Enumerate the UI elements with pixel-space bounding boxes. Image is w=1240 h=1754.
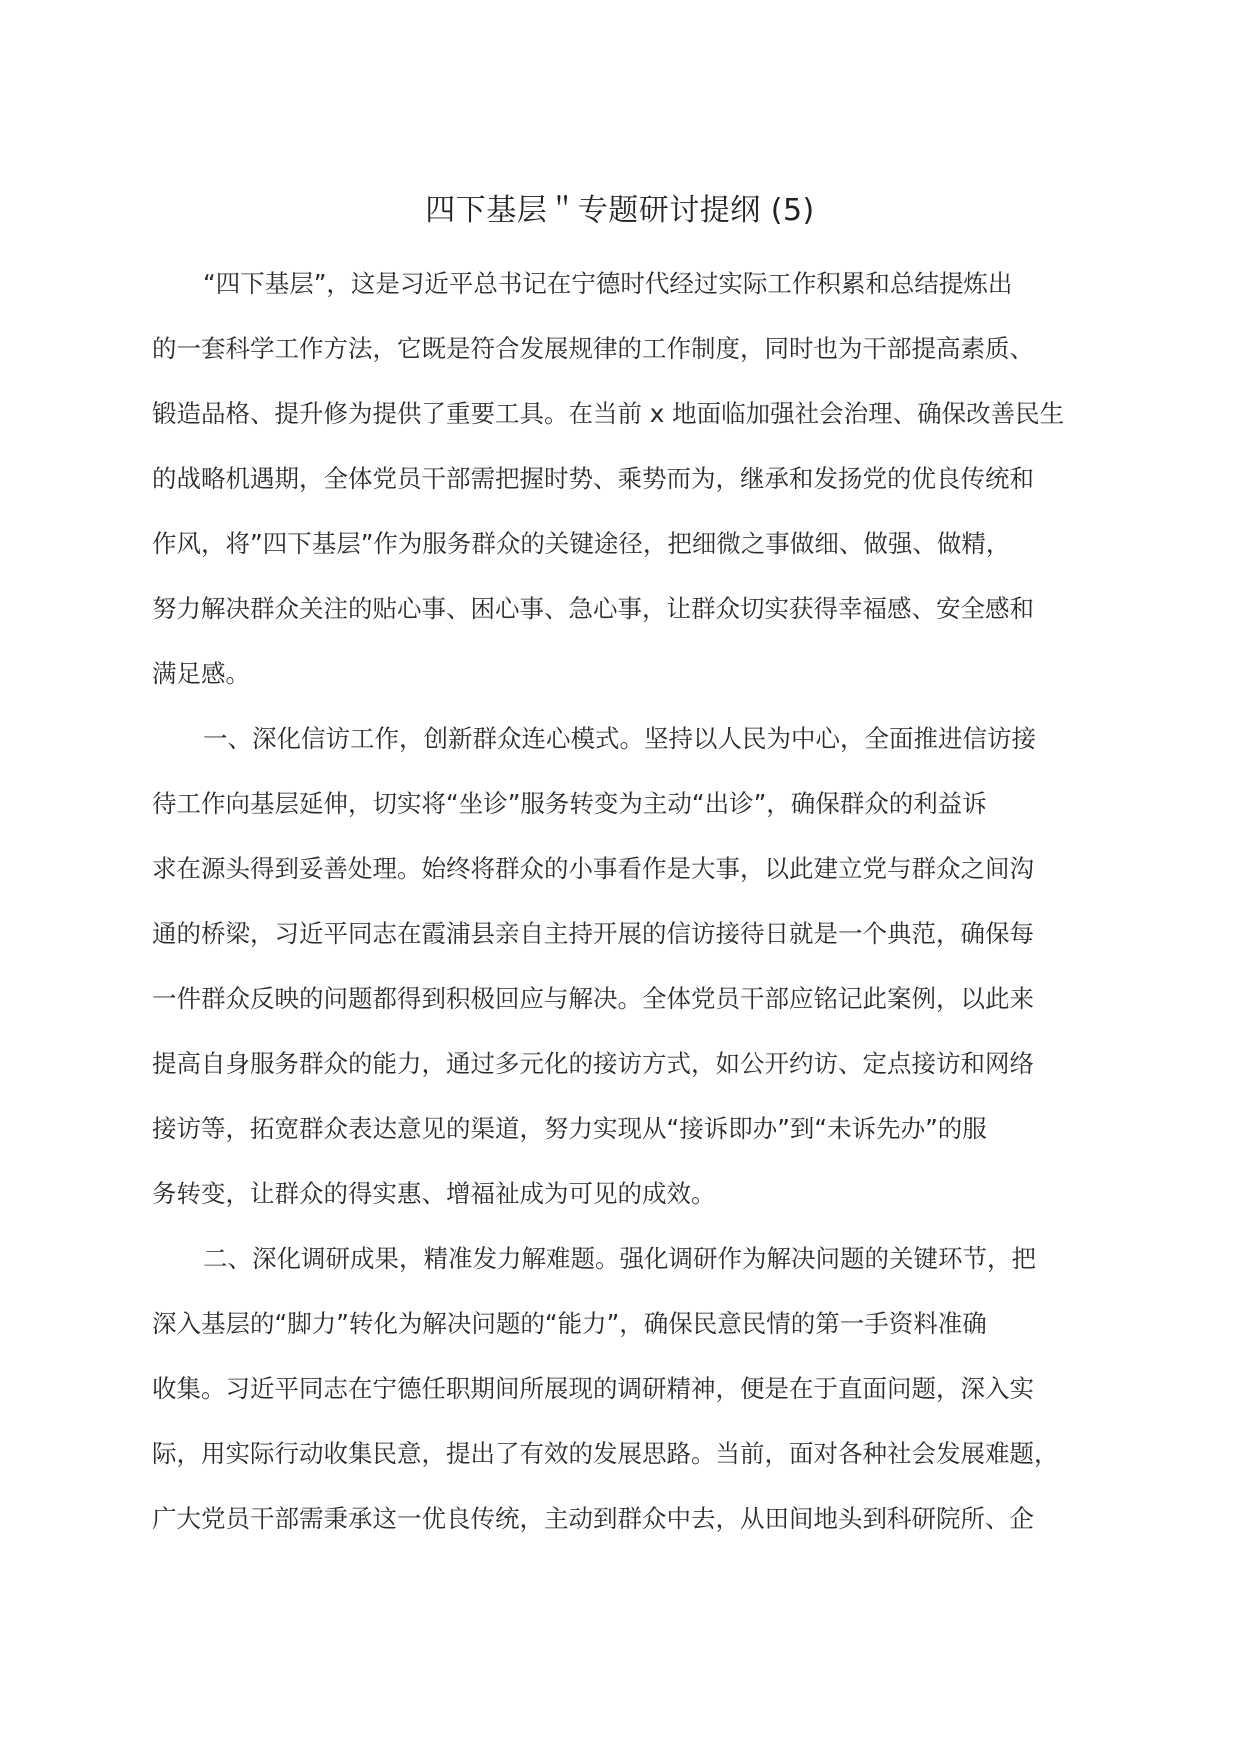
paragraph-line: 提高自身服务群众的能力，通过多元化的接访方式，如公开约访、定点接访和网络: [152, 1049, 1034, 1078]
document-body: [152, 251, 1087, 1551]
paragraph-line: 一、深化信访工作，创新群众连心模式。坚持以人民为中心，全面推进信访接: [203, 724, 1036, 753]
paragraph-line: 满足感。: [152, 659, 250, 688]
paragraph-line: 广大党员干部需秉承这一优良传统，主动到群众中去，从田间地头到科研院所、企: [152, 1504, 1034, 1533]
paragraph-line: 接访等，拓宽群众表达意见的渠道，努力实现从“接诉即办”到“未诉先办”的服: [152, 1114, 987, 1143]
paragraph-line: 的一套科学工作方法，它既是符合发展规律的工作制度，同时也为干部提高素质、: [152, 334, 1034, 363]
paragraph-line: 通的桥梁，习近平同志在霞浦县亲自主持开展的信访接待日就是一个典范，确保每: [152, 919, 1034, 948]
paragraph-line: 收集。习近平同志在宁德任职期间所展现的调研精神，便是在于直面问题，深入实: [152, 1374, 1034, 1403]
paragraph-line: 深入基层的“脚力”转化为解决问题的“能力”，确保民意民情的第一手资料准确: [152, 1309, 987, 1338]
paragraph-line: 一件群众反映的问题都得到积极回应与解决。全体党员干部应铭记此案例，以此来: [152, 984, 1034, 1013]
paragraph-line: 作风，将”四下基层”作为服务群众的关键途径，把细微之事做细、做强、做精，: [152, 529, 1011, 558]
paragraph-line: “四下基层”，这是习近平总书记在宁德时代经过实际工作积累和总结提炼出: [203, 269, 1013, 298]
paragraph-line: 待工作向基层延伸，切实将“坐诊”服务转变为主动“出诊”，确保群众的利益诉: [152, 789, 987, 818]
paragraph-line: 二、深化调研成果，精准发力解难题。强化调研作为解决问题的关键环节，把: [203, 1244, 1036, 1273]
paragraph-line: 求在源头得到妥善处理。始终将群众的小事看作是大事，以此建立党与群众之间沟: [152, 854, 1034, 883]
paragraph-line: 务转变，让群众的得实惠、增福祉成为可见的成效。: [152, 1179, 716, 1208]
paragraph-line: 努力解决群众关注的贴心事、困心事、急心事，让群众切实获得幸福感、安全感和: [152, 594, 1034, 623]
paragraph-line: 锻造品格、提升修为提供了重要工具。在当前 x 地面临加强社会治理、确保改善民生: [152, 399, 1065, 428]
paragraph-line: 的战略机遇期，全体党员干部需把握时势、乘势而为，继承和发扬党的优良传统和: [152, 464, 1034, 493]
document-title: 四下基层＂专题研讨提纲 (5): [425, 193, 815, 228]
paragraph-line: 际，用实际行动收集民意，提出了有效的发展思路。当前，面对各种社会发展难题，: [152, 1439, 1059, 1468]
